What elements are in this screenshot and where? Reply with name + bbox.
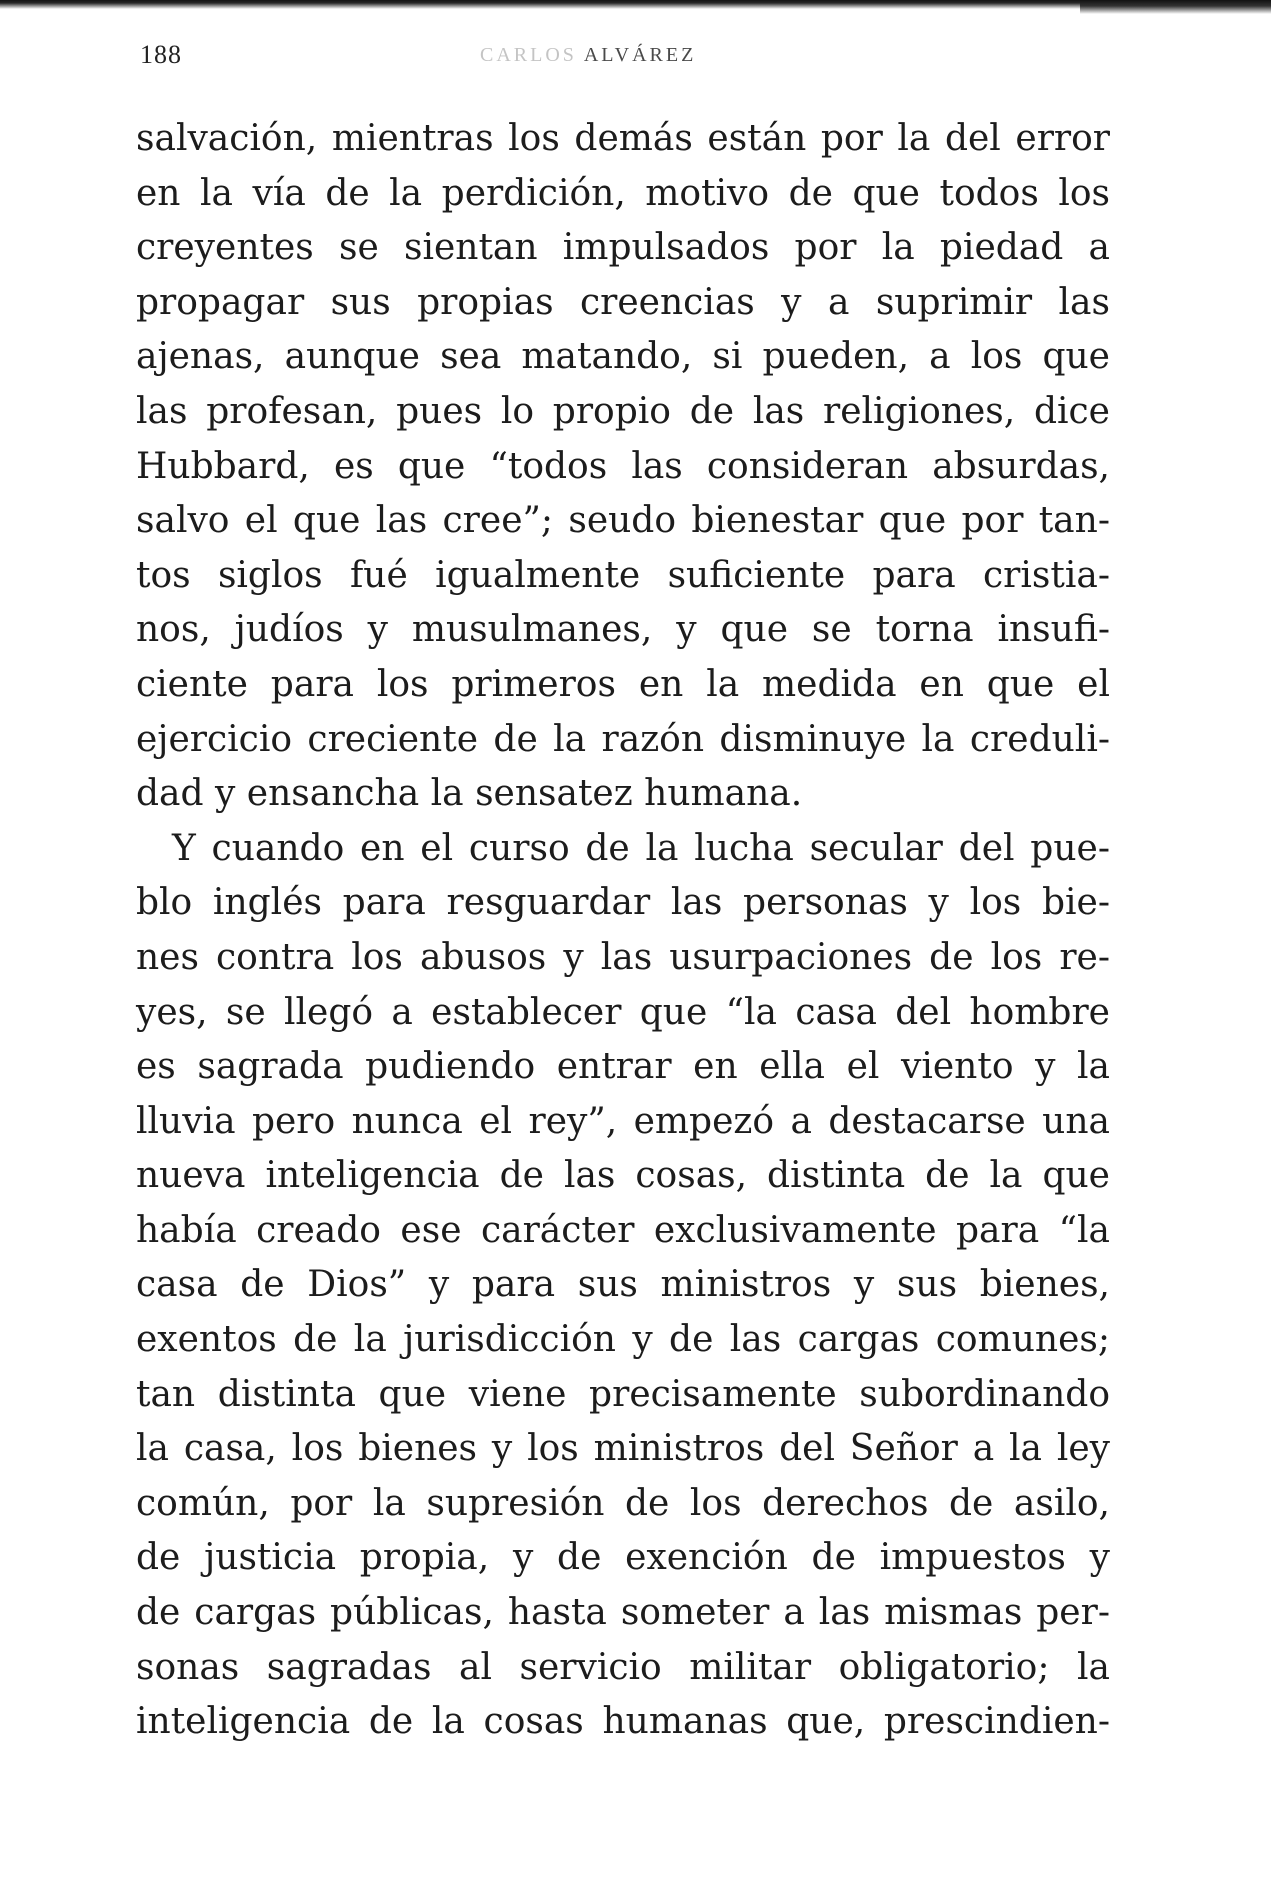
text-line: casa de Dios” y para sus ministros y sus bienes,: [136, 1264, 1110, 1306]
text-line: ejercicio creciente de la razón disminuye la creduli-: [136, 718, 1110, 760]
running-head-visible-text: ALVÁREZ: [583, 44, 697, 66]
page-top-edge-right: [1080, 0, 1271, 14]
text-line: la casa, los bienes y los ministros del Señor a la ley: [136, 1428, 1110, 1470]
text-line: ajenas, aunque sea matando, si pueden, a los que: [136, 336, 1110, 378]
page-number: 188: [140, 40, 182, 69]
paragraph-start-line: Y cuando en el curso de la lucha secular del pue-: [172, 827, 1110, 869]
text-line: yes, se llegó a establecer que “la casa del hombre: [136, 991, 1110, 1033]
text-line: tos siglos fué igualmente suficiente para cristia-: [136, 554, 1110, 596]
text-line: sonas sagradas al servicio militar obligatorio; la: [136, 1646, 1110, 1688]
body-text: [136, 112, 1110, 1750]
text-line: tan distinta que viene precisamente subordinando: [136, 1373, 1110, 1415]
text-line: salvo el que las cree”; seudo bienestar que por tan-: [136, 500, 1110, 542]
text-line: exentos de la jurisdicción y de las cargas comunes;: [136, 1319, 1110, 1361]
running-head-faint-text: CARLOS: [480, 44, 577, 66]
text-line: inteligencia de la cosas humanas que, prescindien-: [136, 1701, 1110, 1743]
running-head-title: [480, 44, 696, 67]
text-line: es sagrada pudiendo entrar en ella el viento y la: [136, 1046, 1110, 1088]
running-head: [140, 40, 1120, 80]
text-line: las profesan, pues lo propio de las religiones, dice: [136, 390, 1110, 432]
text-line: blo inglés para resguardar las personas y los bie-: [136, 882, 1110, 924]
text-line: salvación, mientras los demás están por la del error: [136, 118, 1110, 159]
text-line: nos, judíos y musulmanes, y que se torna insufi-: [136, 609, 1110, 651]
text-line: nes contra los abusos y las usurpaciones de los re-: [136, 936, 1110, 978]
text-line: Hubbard, es que “todos las consideran absurdas,: [136, 445, 1110, 487]
text-line: lluvia pero nunca el rey”, empezó a destacarse una: [136, 1100, 1110, 1142]
text-line: ciente para los primeros en la medida en que el: [136, 663, 1110, 705]
text-line: creyentes se sientan impulsados por la piedad a: [136, 227, 1110, 269]
text-line: de cargas públicas, hasta someter a las mismas per-: [136, 1592, 1110, 1634]
text-line: común, por la supresión de los derechos de asilo,: [136, 1482, 1110, 1524]
text-line: propagar sus propias creencias y a suprimir las: [136, 281, 1110, 323]
text-line: había creado ese carácter exclusivamente para “la: [136, 1209, 1110, 1251]
text-line: nueva inteligencia de las cosas, distinta de la que: [136, 1155, 1110, 1197]
text-line: de justicia propia, y de exención de impuestos y: [136, 1537, 1110, 1579]
paragraph-end-line: dad y ensancha la sensatez humana.: [136, 773, 803, 815]
text-line: en la vía de la perdición, motivo de que todos los: [136, 172, 1110, 214]
